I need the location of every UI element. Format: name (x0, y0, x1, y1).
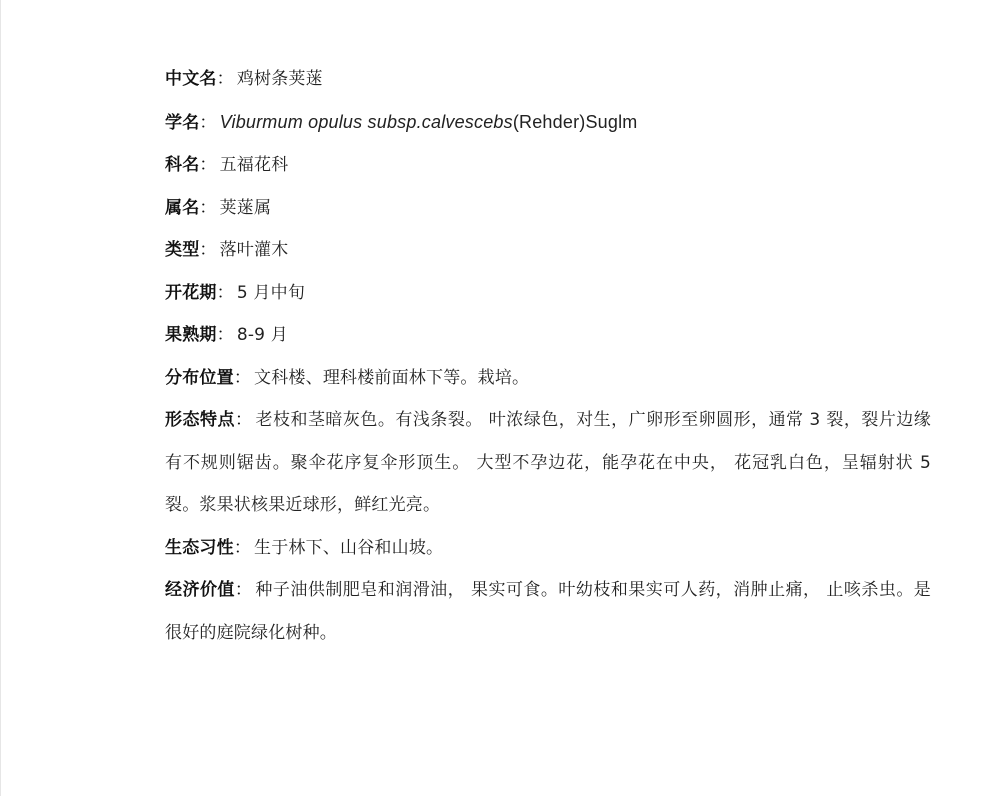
field-value: 老枝和茎暗灰色。有浅条裂。 叶浓绿色，对生，广卵形至卵圆形，通常 3 裂，裂片边缘有不规则锯齿。聚伞花序复伞形顶生。 大型不孕边花，能孕花在中央， 花冠乳白色，呈辐射状 5 裂。浆果状核果近球形，鲜红光亮。 (165, 410, 931, 515)
field-label: 生态习性 (165, 537, 234, 558)
field-value: 8-9 月 (236, 325, 288, 345)
field-colon: ： (233, 367, 252, 388)
scientific-name-italic: Viburmum opulus subsp.calvescebs (219, 111, 513, 132)
scientific-name-authority: (Rehder)Suglm (512, 111, 638, 132)
field-colon: ： (199, 155, 217, 175)
field-colon: ： (199, 197, 217, 218)
field-colon: ： (199, 112, 217, 133)
field-distribution (165, 357, 925, 400)
field-label: 科名 (165, 155, 200, 175)
field-colon: ： (216, 325, 234, 345)
field-value: 种子油供制肥皂和润滑油， 果实可食。叶幼枝和果实可人药，消肿止痛， 止咳杀虫。是很好的庭院绿化树种。 (165, 580, 932, 643)
field-label: 形态特点 (165, 410, 235, 430)
field-label: 分布位置 (165, 367, 234, 388)
field-ecology (165, 527, 925, 570)
field-value: 鸡树条荚蒾 (236, 69, 323, 89)
plant-info-list (165, 58, 932, 654)
field-chinese-name (165, 58, 925, 101)
field-value: 落叶灌木 (219, 240, 289, 260)
field-value: 生于林下、山谷和山坡。 (254, 537, 444, 558)
field-colon: ： (234, 580, 253, 600)
field-genus (165, 187, 925, 230)
field-type (165, 229, 925, 272)
field-colon: ： (216, 282, 234, 303)
field-label: 类型 (165, 240, 200, 260)
field-value: 荚蒾属 (219, 197, 272, 218)
field-value: 文科楼、理科楼前面林下等。栽培。 (254, 367, 530, 388)
field-family (165, 144, 925, 187)
scientific-name-value (220, 112, 638, 132)
field-colon: ： (199, 240, 217, 260)
field-scientific-name (165, 101, 925, 145)
field-label: 开花期 (165, 282, 217, 303)
field-economic-value (165, 569, 931, 654)
field-colon: ： (216, 69, 234, 89)
field-colon: ： (234, 410, 253, 430)
field-label: 属名 (165, 197, 200, 218)
field-value: 五福花科 (219, 155, 289, 175)
field-flowering (165, 272, 925, 315)
field-label: 果熟期 (165, 325, 217, 345)
field-fruiting (165, 314, 925, 357)
field-colon: ： (233, 537, 252, 558)
field-label: 学名 (165, 112, 200, 133)
field-label: 经济价值 (165, 580, 235, 600)
field-label: 中文名 (165, 69, 217, 89)
field-morphology (165, 399, 931, 527)
field-value: 5 月中旬 (236, 282, 306, 303)
